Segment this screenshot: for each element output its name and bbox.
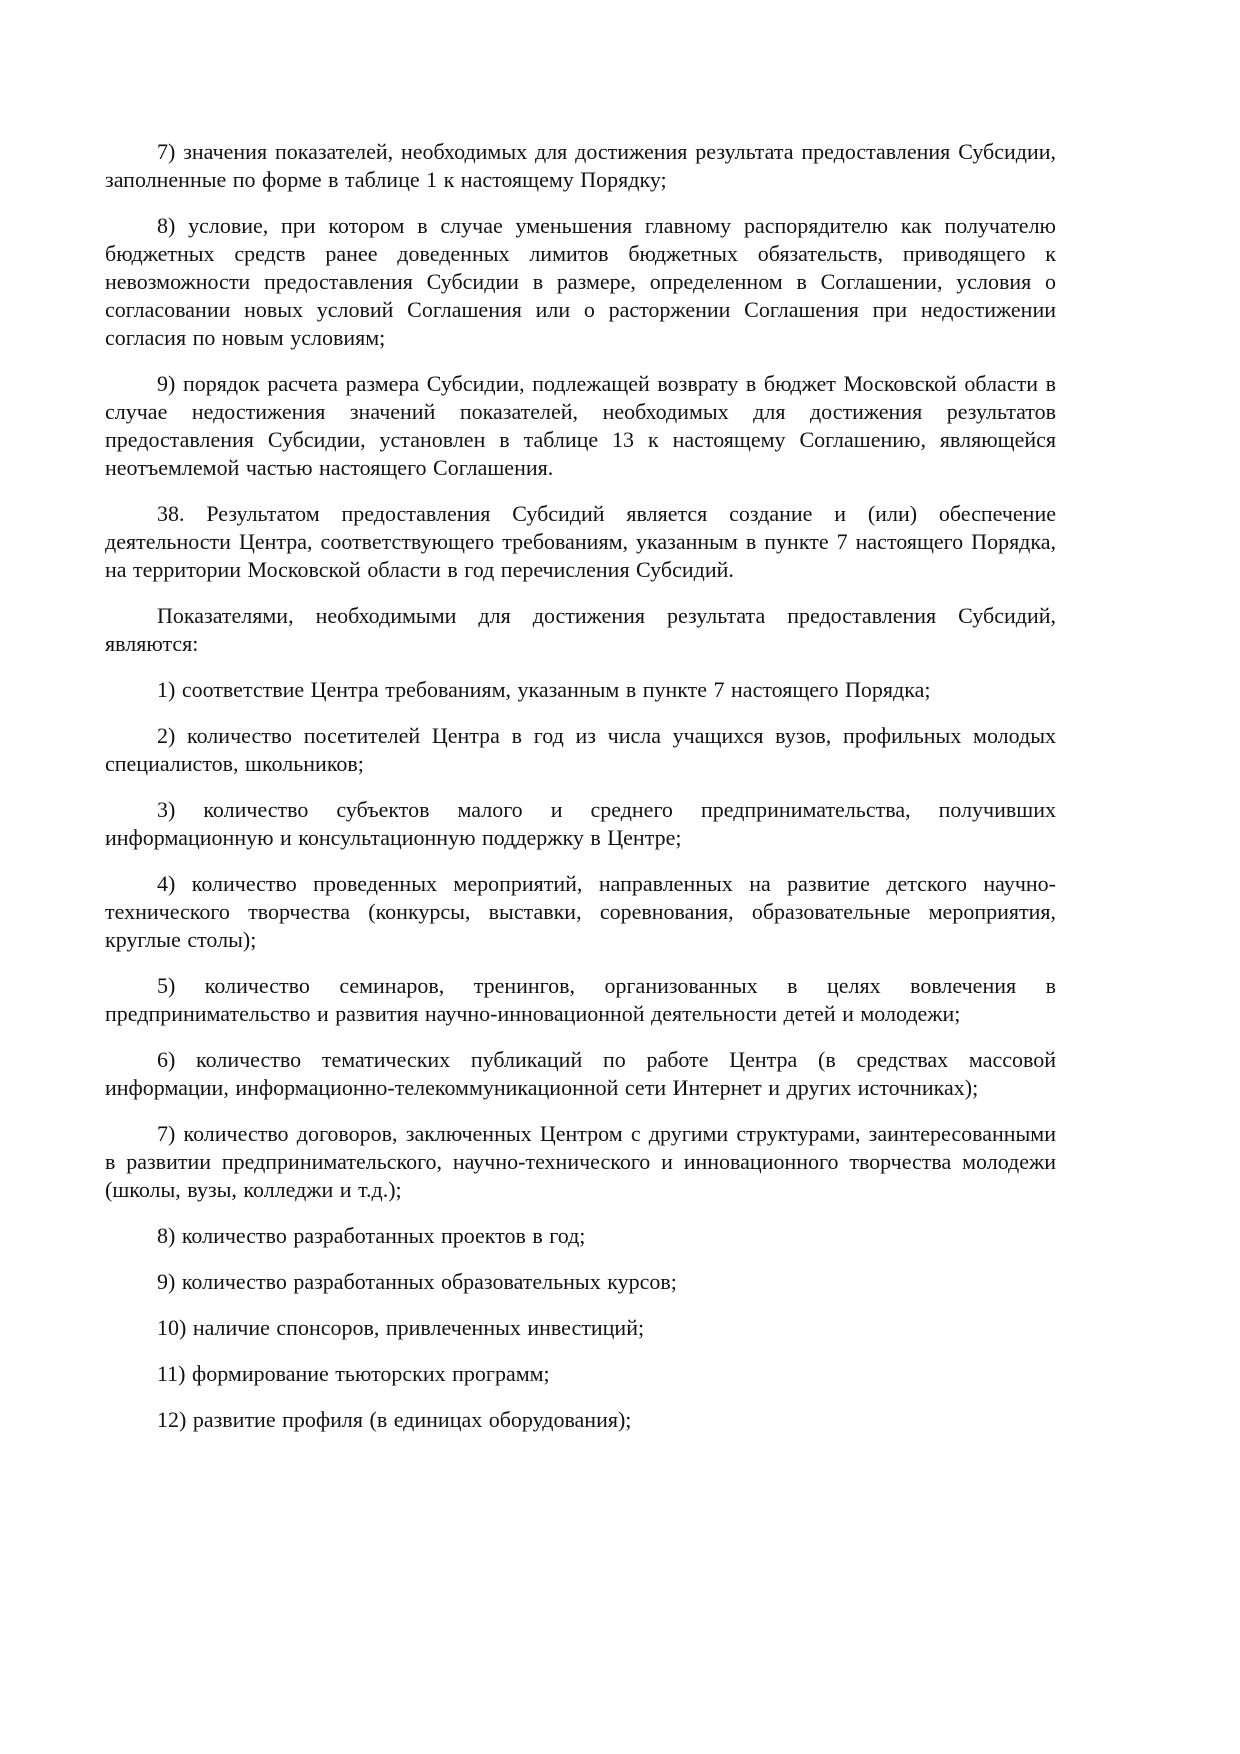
paragraph-item-8: 8) условие, при котором в случае уменьшения главному распорядителю как получателю бюджетных средств ранее доведенных лимитов бюджетных обязательств, приводящего к невозможности предоставления Субсидии в размере, определенном в Соглашении, условия о согласовании новых условий Соглашения или о расторжении Соглашения при недостижении согласия по новым условиям; bbox=[105, 213, 1056, 350]
document-body bbox=[105, 138, 1056, 1434]
paragraph-indicator-1: 1) соответствие Центра требованиям, указанным в пункте 7 настоящего Порядка; bbox=[157, 677, 931, 702]
paragraph-indicators-intro: Показателями, необходимыми для достижения результата предоставления Субсидий, являются: bbox=[105, 603, 1056, 656]
paragraph-indicator-4: 4) количество проведенных мероприятий, направленных на развитие детского научно-технического творчества (конкурсы, выставки, соревнования, образовательные мероприятия, круглые столы); bbox=[105, 871, 1056, 952]
paragraph-indicator-5: 5) количество семинаров, тренингов, организованных в целях вовлечения в предпринимательство и развития научно-инновационной деятельности детей и молодежи; bbox=[105, 973, 1056, 1026]
paragraph-indicator-2: 2) количество посетителей Центра в год из числа учащихся вузов, профильных молодых специалистов, школьников; bbox=[105, 723, 1056, 776]
paragraph-indicator-11: 11) формирование тьюторских программ; bbox=[157, 1361, 550, 1386]
paragraph-indicator-6: 6) количество тематических публикаций по работе Центра (в средствах массовой информации, информационно-телекоммуникационной сети Интернет и других источниках); bbox=[105, 1047, 1056, 1100]
paragraph-indicator-9: 9) количество разработанных образовательных курсов; bbox=[157, 1269, 677, 1294]
paragraph-item-7: 7) значения показателей, необходимых для достижения результата предоставления Субсидии, заполненные по форме в таблице 1 к настоящему Порядку; bbox=[105, 139, 1056, 192]
paragraph-indicator-12: 12) развитие профиля (в единицах оборудования); bbox=[157, 1407, 632, 1432]
paragraph-indicator-8: 8) количество разработанных проектов в год; bbox=[157, 1223, 586, 1248]
paragraph-indicator-7: 7) количество договоров, заключенных Центром с другими структурами, заинтересованными в развитии предпринимательского, научно-технического и инновационного творчества молодежи (школы, вузы, колледжи и т.д.); bbox=[105, 1121, 1056, 1202]
paragraph-clause-38: 38. Результатом предоставления Субсидий является создание и (или) обеспечение деятельности Центра, соответствующего требованиям, указанным в пункте 7 настоящего Порядка, на территории Московской области в год перечисления Субсидий. bbox=[105, 501, 1056, 582]
paragraph-indicator-10: 10) наличие спонсоров, привлеченных инвестиций; bbox=[157, 1315, 645, 1340]
paragraph-indicator-3: 3) количество субъектов малого и среднего предпринимательства, получивших информационную и консультационную поддержку в Центре; bbox=[105, 797, 1056, 850]
paragraph-item-9: 9) порядок расчета размера Субсидии, подлежащей возврату в бюджет Московской области в случае недостижения значений показателей, необходимых для достижения результатов предоставления Субсидии, установлен в таблице 13 к настоящему Соглашению, являющейся неотъемлемой частью настоящего Соглашения. bbox=[105, 371, 1056, 480]
